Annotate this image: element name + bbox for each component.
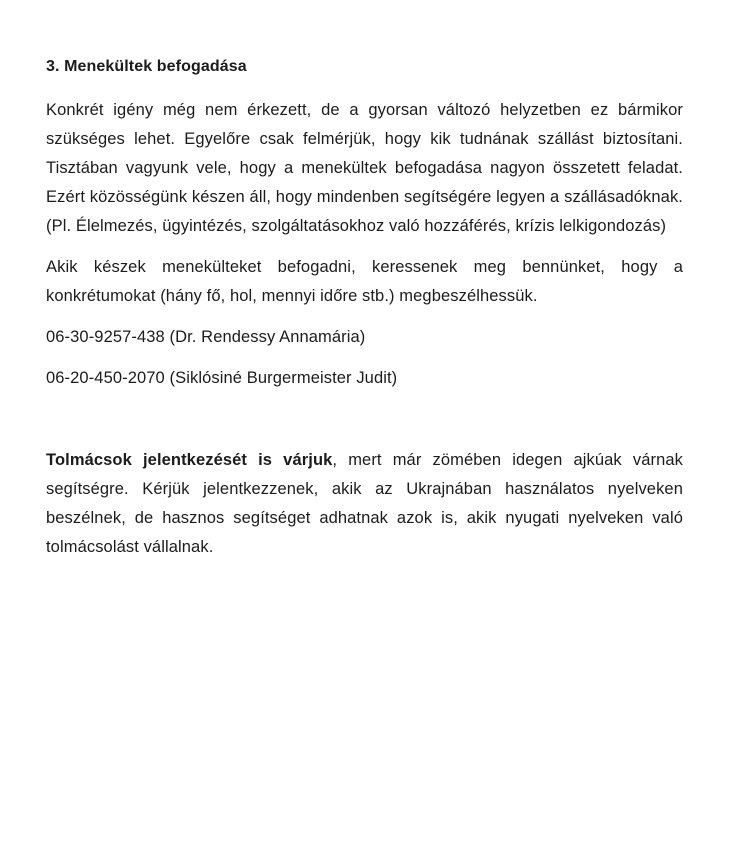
paragraph-contact-request: Akik készek menekülteket befogadni, keressenek meg bennünket, hogy a konkrétumokat (hány fő, hol, mennyi időre stb.) megbeszélhessük.: [46, 258, 683, 305]
section-heading: 3. Menekültek befogadása: [46, 58, 247, 75]
paragraph-intro: Konkrét igény még nem érkezett, de a gyorsan változó helyzetben ez bármikor szükséges lehet. Egyelőre csak felmérjük, hogy kik tudnának szállást biztosítani. Tisztában vagyunk vele, hogy a menekültek befogadása nagyon összetett feladat. Ezért közösségünk készen áll, hogy mindenben segítségére legyen a szállásadóknak. (Pl. Élelmezés, ügyintézés, szolgáltatásokhoz való hozzáférés, krízis lelkigondozás): [46, 101, 683, 235]
phone-line-1: 06-30-9257-438 (Dr. Rendessy Annamária): [46, 328, 366, 346]
paragraph-interpreters: [46, 446, 683, 562]
phone-line-2: 06-20-450-2070 (Siklósiné Burgermeister Judit): [46, 369, 398, 387]
empty-line-spacer: [46, 405, 683, 434]
interpreters-rest: , mert már zömében idegen ajkúak várnak segítségre. Kérjük jelentkezzenek, akik az Ukrajnában használatos nyelveken beszélnek, de hasznos segítséget adhatnak azok is, akik nyugati nyelveken való tolmácsolást vállalnak.: [46, 451, 683, 556]
interpreters-bold-lead: Tolmácsok jelentkezését is várjuk: [46, 451, 333, 469]
